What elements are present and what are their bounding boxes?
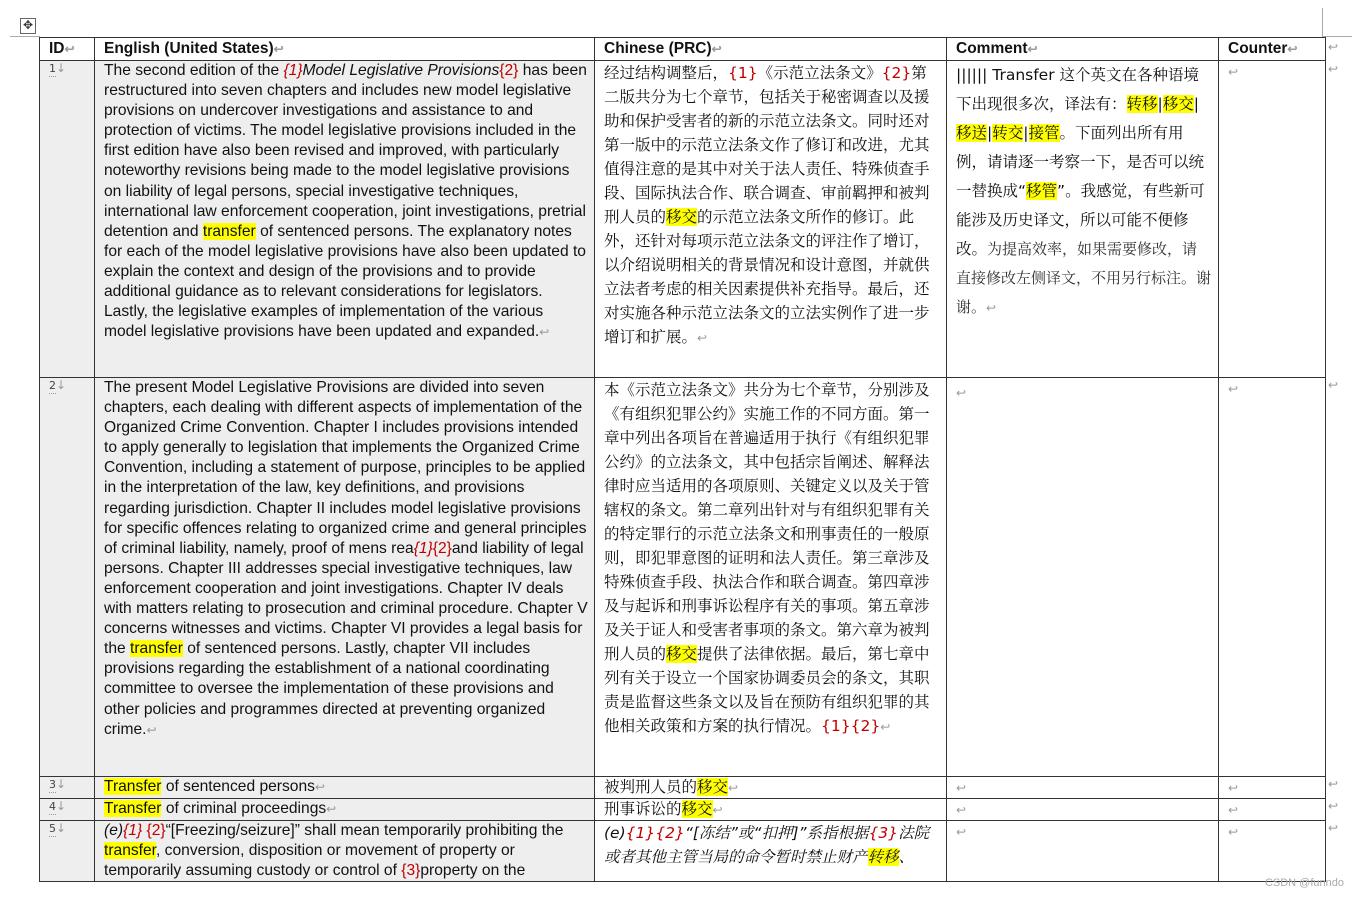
counter-cell[interactable]: ↩ — [1219, 777, 1326, 799]
comment-cell[interactable]: ↩ — [947, 821, 1219, 882]
row-end-mark: ↩ — [1328, 62, 1339, 76]
counter-cell[interactable]: ↩ — [1219, 61, 1326, 378]
table-row — [40, 61, 1326, 378]
english-cell[interactable]: Transfer of sentenced persons↩ — [95, 777, 595, 799]
table-move-handle[interactable]: ✥ — [20, 18, 36, 34]
row-id-cell: 3↓ — [40, 777, 95, 799]
margin-corner-right-top — [1322, 36, 1352, 37]
comment-cell[interactable]: |||||| Transfer 这个英文在各种语境下出现很多次，译法有：转移|移交|移送|转交|接管。下面列出所有用例，请请逐一考察一下，是否可以统一替换成“移管”。我感觉，有些新可能涉及历史译文，所以可能不便修改。为提高效率，如果需要修改，请直接修改左侧译文，不用另行标注。谢谢。↩ — [947, 61, 1219, 378]
english-cell[interactable]: (e){1} {2}“[Freezing/seizure]” shall mean temporarily prohibiting the transfer, conversion, disposition or movement of property or temporarily assuming custody or control of {3}property on the — [95, 821, 595, 882]
table-row — [40, 378, 1326, 777]
counter-cell[interactable]: ↩ — [1219, 799, 1326, 821]
english-cell[interactable]: Transfer of criminal proceedings↩ — [95, 799, 595, 821]
chinese-cell[interactable]: 刑事诉讼的移交↩ — [595, 799, 947, 821]
row-id-cell: 5↓ — [40, 821, 95, 882]
chinese-cell[interactable]: 经过结构调整后，{1}《示范立法条文》{2}第二版共分为七个章节，包括关于秘密调查以及援助和保护受害者的新的示范立法条文。同时还对第一版中的示范立法条文作了修订和改进，尤其值得注意的是其中对关于法人责任、特殊侦查手段、国际执法合作、联合调查、审前羁押和被判刑人员的移交的示范立法条文所作的修订。此外，还针对每项示范立法条文的评注作了增订，以介绍说明相关的背景情况和设计意图，并就供立法者考虑的相关因素提供补充指导。最后，还对实施各种示范立法条文的立法实例作了进一步增订和扩展。↩ — [595, 61, 947, 378]
row-end-mark: ↩ — [1328, 378, 1339, 392]
table-header-row — [40, 38, 1326, 61]
chinese-cell[interactable]: (e){1}{2}“[冻结”或“扣押]”系指根据{3}法院或者其他主管当局的命令暂时禁止财产转移、 — [595, 821, 947, 882]
row-id-cell: 4↓ — [40, 799, 95, 821]
row-id-cell: 1↓ — [40, 61, 95, 378]
english-cell[interactable]: The second edition of the {1}Model Legislative Provisions{2} has been restructured into seven chapters and includes new model legislative provisions on undercover investigations and assistance to and protection of victims. The model legislative provisions included in the first edition have also been revised and improved, with particularly noteworthy revisions being made to the model legislative provisions on liability of legal persons, special investigative techniques, international law enforcement cooperation, joint investigations, pretrial detention and transfer of sentenced persons. The explanatory notes for each of the model legislative provisions have also been updated to explain the context and design of the provisions and to provide additional guidance as to relevant considerations for legislators. Lastly, the legislative examples of implementation of the various model legislative provisions have been updated and expanded.↩ — [95, 61, 595, 378]
comment-cell[interactable]: ↩ — [947, 378, 1219, 777]
header-comment[interactable]: Comment↩ — [947, 38, 1219, 61]
row-end-mark: ↩ — [1328, 821, 1339, 835]
margin-corner-right — [1322, 8, 1335, 36]
watermark: CSDN @funndo — [1264, 877, 1344, 889]
comment-cell[interactable]: ↩ — [947, 777, 1219, 799]
table-row — [40, 821, 1326, 882]
header-id[interactable]: ID↩ — [40, 38, 95, 61]
header-counter[interactable]: Counter↩ — [1219, 38, 1326, 61]
counter-cell[interactable]: ↩ — [1219, 821, 1326, 882]
row-id-cell: 2↓ — [40, 378, 95, 777]
chinese-cell[interactable]: 本《示范立法条文》共分为七个章节，分别涉及《有组织犯罪公约》实施工作的不同方面。第一章中列出各项旨在普遍适用于执行《有组织犯罪公约》的立法条文，其中包括宗旨阐述、解释法律时应当适用的各项原则、关键定义以及关于管辖权的条文。第二章列出针对与有组织犯罪有关的特定罪行的示范立法条文和刑事责任的一般原则，即犯罪意图的证明和法人责任。第三章涉及特殊侦查手段、执法合作和联合调查。第四章涉及与起诉和刑事诉讼程序有关的事项。第五章涉及关于证人和受害者事项的条文。第六章为被判刑人员的移交提供了法律依据。最后，第七章中列有关于设立一个国家协调委员会的条文，其职责是监督这些条文以及旨在预防有组织犯罪的其他相关政策和方案的执行情况。{1}{2}↩ — [595, 378, 947, 777]
header-chinese[interactable]: Chinese (PRC)↩ — [595, 38, 947, 61]
table-row — [40, 777, 1326, 799]
margin-corner-left — [10, 24, 40, 37]
row-end-mark: ↩ — [1328, 799, 1339, 813]
row-end-mark: ↩ — [1328, 40, 1339, 54]
bilingual-table — [39, 37, 1326, 882]
counter-cell[interactable]: ↩ — [1219, 378, 1326, 777]
chinese-cell[interactable]: 被判刑人员的移交↩ — [595, 777, 947, 799]
english-cell[interactable]: The present Model Legislative Provisions are divided into seven chapters, each dealing with different aspects of implementation of the Organized Crime Convention. Chapter I includes provisions intended to apply generally to legislation that implements the Organized Crime Convention, including a statement of purpose, principles to be applied in the interpretation of the law, key definitions, and provisions regarding jurisdiction. Chapter II includes model legislative provisions for specific offences relating to organized crime and general principles of criminal liability, namely, proof of mens rea{1}{2}and liability of legal persons. Chapter III addresses special investigative techniques, law enforcement cooperation and joint investigations. Chapter IV deals with matters relating to prosecution and criminal procedure. Chapter V concerns witnesses and victims. Chapter VI provides a legal basis for the transfer of sentenced persons. Lastly, chapter VII includes provisions regarding the establishment of a national coordinating committee to oversee the implementation of these provisions and other policies and programmes directed at preventing organized crime.↩ — [95, 378, 595, 777]
comment-cell[interactable]: ↩ — [947, 799, 1219, 821]
header-english[interactable]: English (United States)↩ — [95, 38, 595, 61]
row-end-mark: ↩ — [1328, 777, 1339, 791]
table-row — [40, 799, 1326, 821]
